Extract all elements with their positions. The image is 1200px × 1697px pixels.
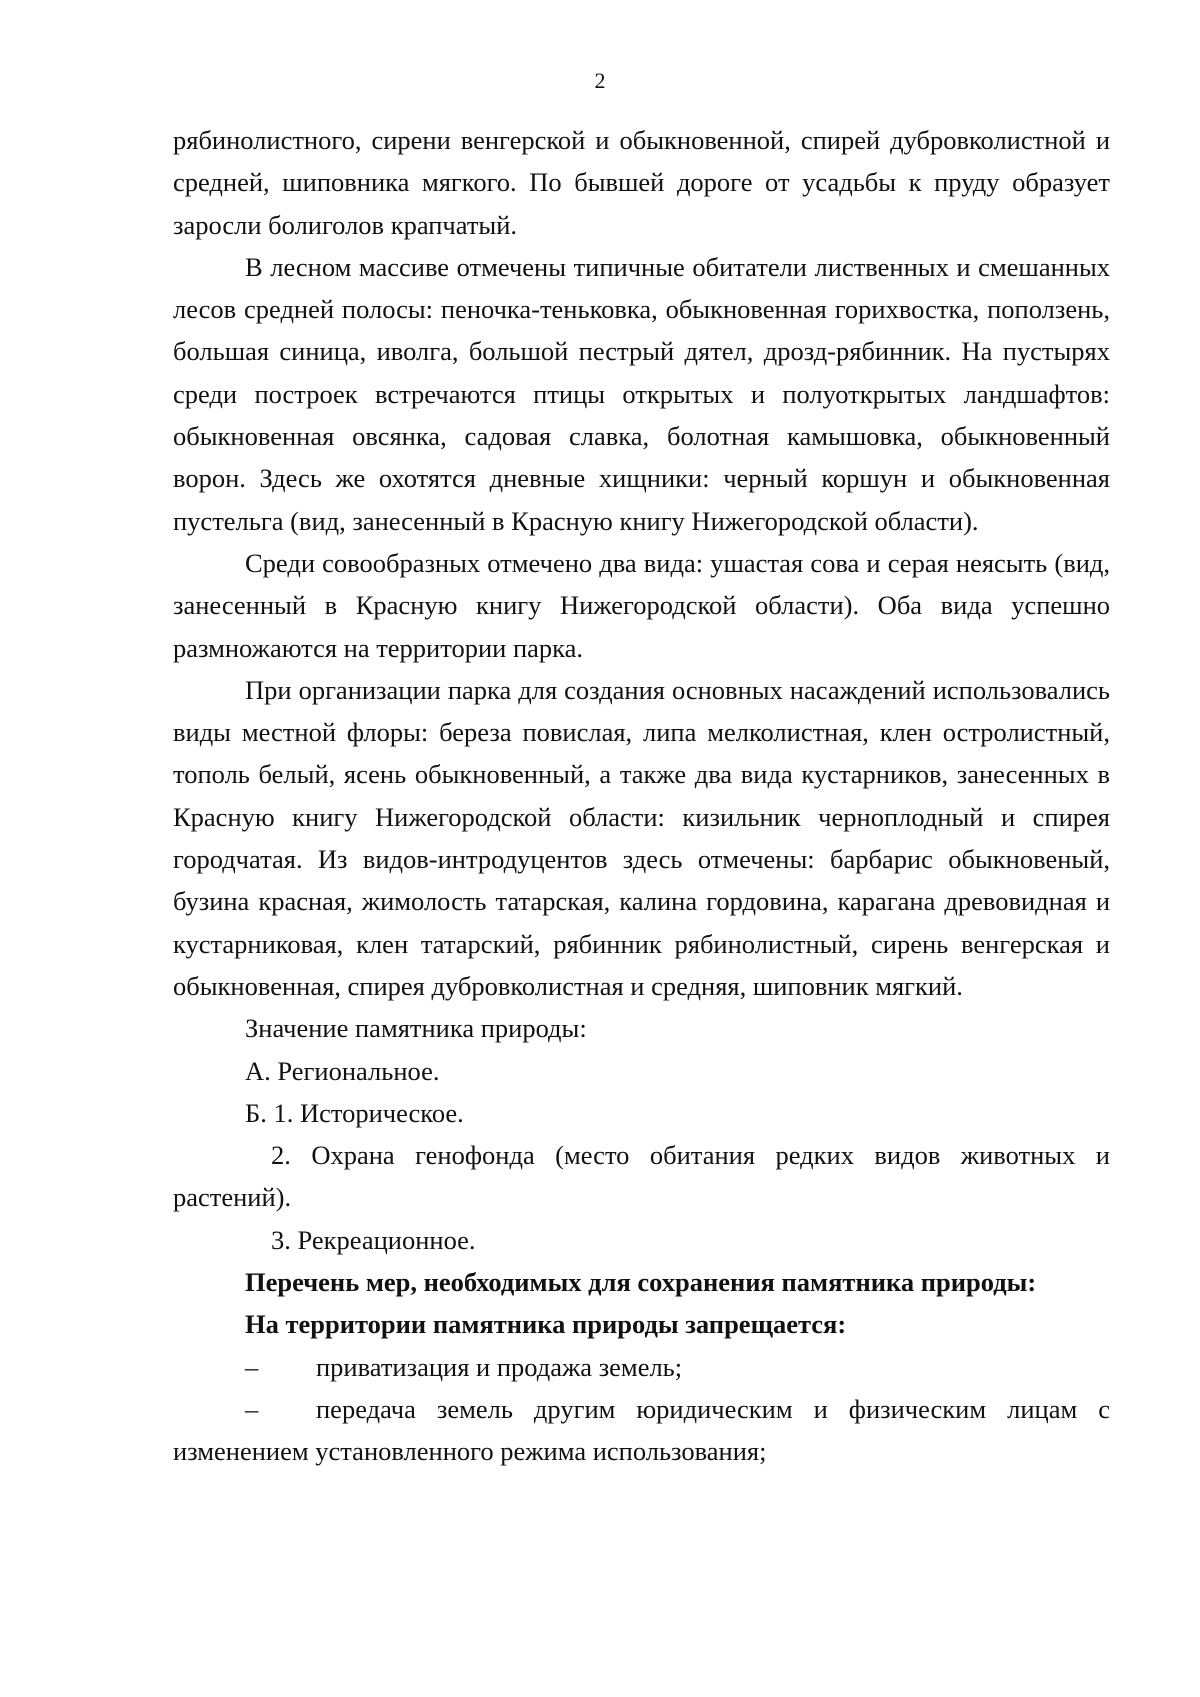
prohibition-item bbox=[173, 1346, 1110, 1388]
page-number: 2 bbox=[594, 68, 606, 93]
significance-regional: А. Региональное. bbox=[245, 1055, 440, 1086]
paragraph-owls: Среди совообразных отмечено два вида: ушастая сова и серая неясыть (вид, занесенный в Красную книгу Нижегородской области). Оба вида успешно размножаются на территории парка. bbox=[173, 547, 1110, 663]
dash-marker: – bbox=[245, 1393, 259, 1424]
paragraph-forest-birds: В лесном массиве отмечены типичные обитатели лиственных и смешанных лесов средней полосы: пеночка-теньковка, обыкновенная горихвостка, поползень, большая синица, иволга, большой пестрый дятел, дрозд-рябинник. На пустырях среди построек встречаются птицы открытых и полуоткрытых ландшафтов: обыкновенная овсянка, садовая славка, болотная камышовка, обыкновенный ворон. Здесь же охотятся дневные хищники: черный коршун и обыкновенная пустельга (вид, занесенный в Красную книгу Нижегородской области). bbox=[173, 251, 1110, 536]
prohibition-item bbox=[173, 1388, 1110, 1473]
paragraph-park-flora: При организации парка для создания основных насаждений использовались виды местной флоры: береза повислая, липа мелколистная, клен остролистный, тополь белый, ясень обыкновенный, а также два вида кустарников, занесенных в Красную книгу Нижегородской области: кизильник черноплодный и спирея городчатая. Из видов-интродуцентов здесь отмечены: барбарис обыкновеный, бузина красная, жимолость татарская, калина гордовина, карагана древовидная и кустарниковая, клен татарский, рябинник рябинолистный, сирень венгерская и обыкновенная, спирея дубровколистная и средняя, шиповник мягкий. bbox=[173, 674, 1110, 1001]
significance-historical: Б. 1. Историческое. bbox=[245, 1097, 464, 1128]
significance-recreational: 3. Рекреационное. bbox=[271, 1224, 476, 1255]
dash-marker: – bbox=[245, 1351, 259, 1382]
significance-genepool: 2. Охрана генофонда (место обитания редких видов животных и растений). bbox=[173, 1140, 1110, 1213]
significance-title: Значение памятника природы: bbox=[245, 1013, 587, 1044]
prohibited-heading: На территории памятника природы запрещается: bbox=[245, 1309, 847, 1340]
prohibition-text: передача земель другим юридическим и физическим лицам с изменением установленного режима использования; bbox=[173, 1393, 1110, 1467]
measures-heading: Перечень мер, необходимых для сохранения памятника природы: bbox=[245, 1267, 1037, 1298]
paragraph-shrubs-continuation: рябинолистного, сирени венгерской и обыкновенной, спирей дубровколистной и средней, шиповника мягкого. По бывшей дороге от усадьбы к пруду образует заросли болиголов крапчатый. bbox=[173, 125, 1110, 240]
prohibition-text: приватизация и продажа земель; bbox=[316, 1351, 683, 1382]
